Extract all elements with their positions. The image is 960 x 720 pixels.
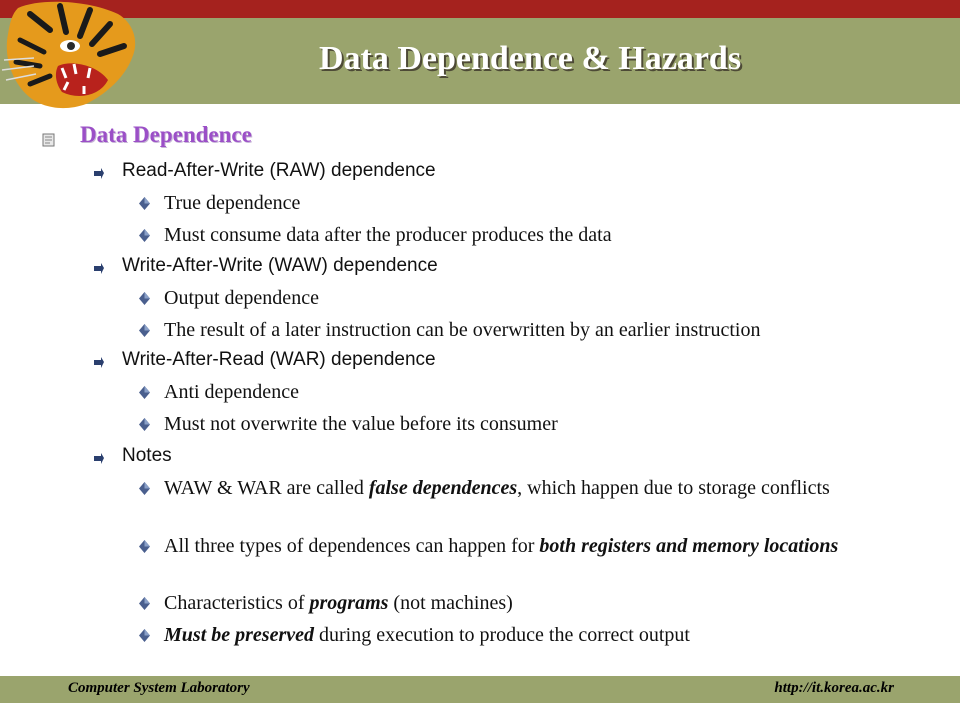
- arrow-bullet-icon: [94, 168, 104, 179]
- arrow-bullet-icon: [94, 357, 104, 368]
- war-item: Write-After-Read (WAR) dependence: [122, 349, 436, 370]
- note-must-preserve: Must be preserved during execution to produce the correct output: [164, 624, 690, 646]
- diamond-bullet-icon: [139, 482, 150, 495]
- raw-sub-2: Must consume data after the producer produces the data: [164, 224, 612, 246]
- slide-title: Data Dependence & Hazards: [318, 40, 742, 77]
- footer-url: http://it.korea.ac.kr: [774, 680, 894, 696]
- diamond-bullet-icon: [139, 324, 150, 337]
- footer-lab-name: Computer System Laboratory: [68, 680, 250, 696]
- arrow-bullet-icon: [94, 453, 104, 464]
- note-false-dependences: WAW & WAR are called false dependences, which happen due to storage conflicts: [164, 477, 830, 499]
- diamond-bullet-icon: [139, 229, 150, 242]
- diamond-bullet-icon: [139, 597, 150, 610]
- notes-item: Notes: [122, 445, 172, 466]
- diamond-bullet-icon: [139, 386, 150, 399]
- diamond-bullet-icon: [139, 292, 150, 305]
- war-sub-1: Anti dependence: [164, 381, 299, 403]
- raw-sub-1: True dependence: [164, 192, 301, 214]
- arrow-bullet-icon: [94, 263, 104, 274]
- footer-bottom: [0, 703, 960, 720]
- diamond-bullet-icon: [139, 540, 150, 553]
- document-bullet-icon: [42, 133, 56, 147]
- raw-item: Read-After-Write (RAW) dependence: [122, 160, 436, 181]
- note-programs: Characteristics of programs (not machines): [164, 592, 513, 614]
- diamond-bullet-icon: [139, 418, 150, 431]
- waw-sub-2: The result of a later instruction can be overwritten by an earlier instruction: [164, 319, 761, 341]
- diamond-bullet-icon: [139, 197, 150, 210]
- war-sub-2: Must not overwrite the value before its consumer: [164, 413, 558, 435]
- waw-item: Write-After-Write (WAW) dependence: [122, 255, 438, 276]
- waw-sub-1: Output dependence: [164, 287, 319, 309]
- diamond-bullet-icon: [139, 629, 150, 642]
- section-heading: Data Dependence: [80, 122, 252, 147]
- note-registers-memory: All three types of dependences can happen for both registers and memory locations: [164, 535, 839, 557]
